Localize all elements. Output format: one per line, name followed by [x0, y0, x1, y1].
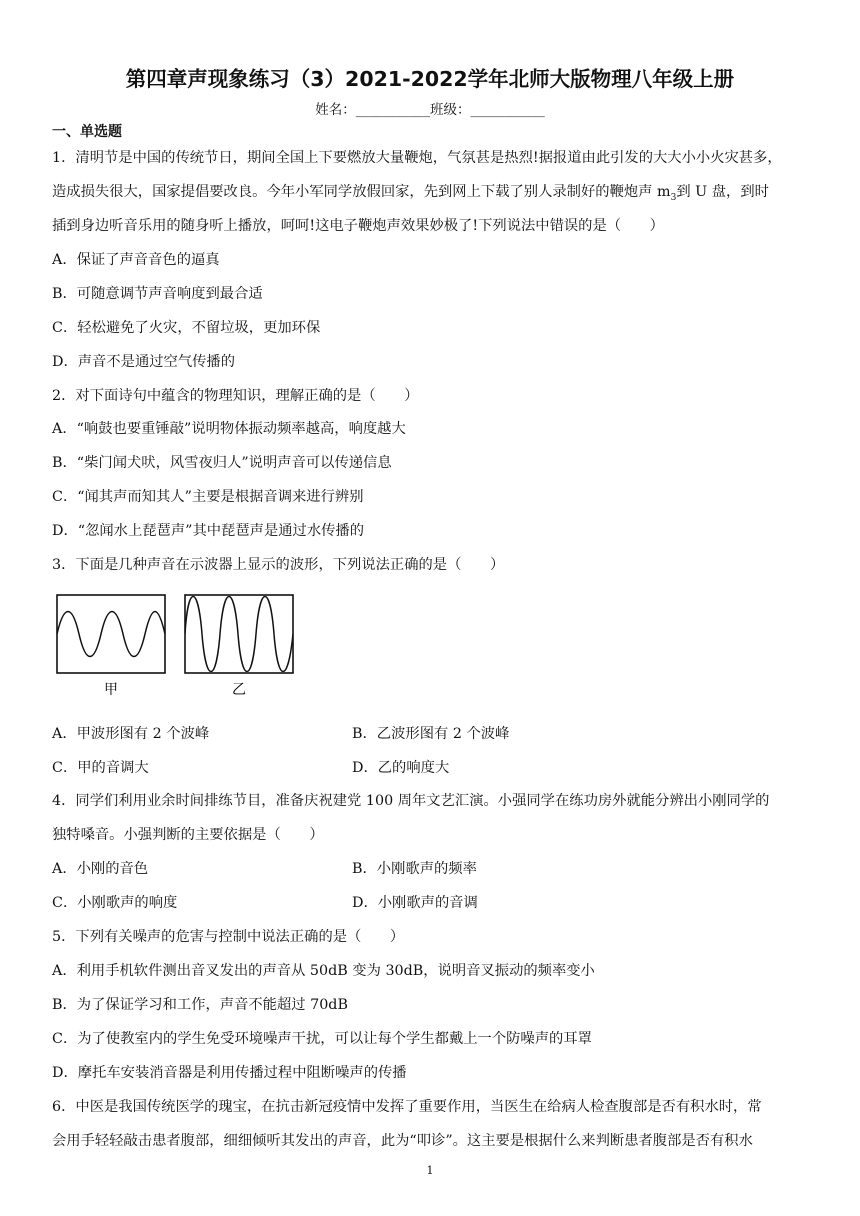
q4-option-a: A．小刚的音色	[52, 861, 149, 877]
q1-line2-part2: 到 U 盘，到时	[676, 184, 769, 200]
q4-option-d: D．小刚歌声的音调	[352, 895, 478, 911]
q2-option-d: D．“忽闻水上琵琶声”其中琵琶声是通过水传播的	[52, 523, 365, 539]
q1-option-a: A．保证了声音音色的逼真	[52, 252, 220, 268]
waveform-yi-frame	[185, 595, 293, 673]
q4-line1: 4．同学们利用业余时间排练节目，准备庆祝建党 100 周年文艺汇演。小强同学在练功房外就能分辨出小刚同学的	[52, 793, 770, 809]
student-info-line: 姓名：___________班级：___________	[315, 102, 545, 118]
q5-option-a: A．利用手机软件测出音叉发出的声音从 50dB 变为 30dB，说明音叉振动的频率变小	[52, 963, 595, 979]
q1-line1: 1．清明节是中国的传统节日，期间全国上下要燃放大量鞭炮，气氛甚是热烈!据报道由此引发的大大小小火灾甚多，	[52, 150, 782, 166]
q3-option-c: C．甲的音调大	[52, 760, 149, 776]
q3-stem: 3．下面是几种声音在示波器上显示的波形，下列说法正确的是（ ）	[52, 557, 505, 573]
q1-option-d: D．声音不是通过空气传播的	[52, 354, 236, 370]
q1-option-b: B．可随意调节声音响度到最合适	[52, 286, 263, 302]
q4-line2: 独特嗓音。小强判断的主要依据是（ ）	[52, 827, 324, 843]
q1-option-c: C．轻松避免了火灾，不留垃圾，更加环保	[52, 320, 321, 336]
q5-option-b: B．为了保证学习和工作，声音不能超过 70dB	[52, 997, 348, 1013]
q5-option-d: D．摩托车安装消音器是利用传播过程中阻断噪声的传播	[52, 1065, 407, 1081]
section-heading: 一、单选题	[52, 124, 122, 140]
q1-line2-part1: 造成损失很大，国家提倡要改良。今年小军同学放假回家，先到网上下载了别人录制好的鞭炮声 m	[52, 184, 671, 200]
q4-option-b: B．小刚歌声的频率	[352, 861, 477, 877]
waveform-jia	[57, 612, 165, 657]
q2-stem: 2．对下面诗句中蕴含的物理知识，理解正确的是（ ）	[52, 388, 419, 404]
q3-option-a: A．甲波形图有 2 个波峰	[52, 726, 210, 742]
q2-option-a: A．“响鼓也要重锤敲”说明物体振动频率越高，响度越大	[52, 421, 406, 437]
q6-line1: 6．中医是我国传统医学的瑰宝，在抗击新冠疫情中发挥了重要作用，当医生在给病人检查腹部是否有积水时，常	[52, 1099, 762, 1115]
q5-option-c: C．为了使教室内的学生免受环境噪声干扰，可以让每个学生都戴上一个防噪声的耳罩	[52, 1031, 592, 1047]
q1-subscript: 3	[670, 192, 677, 203]
q5-stem: 5．下列有关噪声的危害与控制中说法正确的是（ ）	[52, 929, 405, 945]
q4-option-c: C．小刚歌声的响度	[52, 895, 178, 911]
waveform-jia-frame	[57, 595, 165, 673]
q2-option-c: C．“闻其声而知其人”主要是根据音调来进行辨别	[52, 489, 364, 505]
label-jia: 甲	[104, 682, 118, 698]
page-title: 第四章声现象练习（3）2021-2022学年北师大版物理八年级上册	[125, 67, 735, 91]
oscilloscope-waveform-figure	[52, 592, 302, 704]
q1-line2	[52, 182, 769, 208]
q3-option-b: B．乙波形图有 2 个波峰	[352, 726, 510, 742]
label-yi: 乙	[232, 682, 246, 698]
q3-option-d: D．乙的响度大	[352, 760, 450, 776]
q2-option-b: B．“柴门闻犬吠，风雪夜归人”说明声音可以传递信息	[52, 455, 392, 471]
waveform-yi	[185, 597, 293, 672]
q6-line2: 会用手轻轻敲击患者腹部，细细倾听其发出的声音，此为“叩诊”。这主要是根据什么来判断患者腹部是否有积水	[52, 1133, 753, 1149]
page-number: 1	[426, 1164, 434, 1177]
q1-line3: 插到身边听音乐用的随身听上播放，呵呵!这电子鞭炮声效果妙极了!下列说法中错误的是（ ）	[52, 218, 664, 234]
